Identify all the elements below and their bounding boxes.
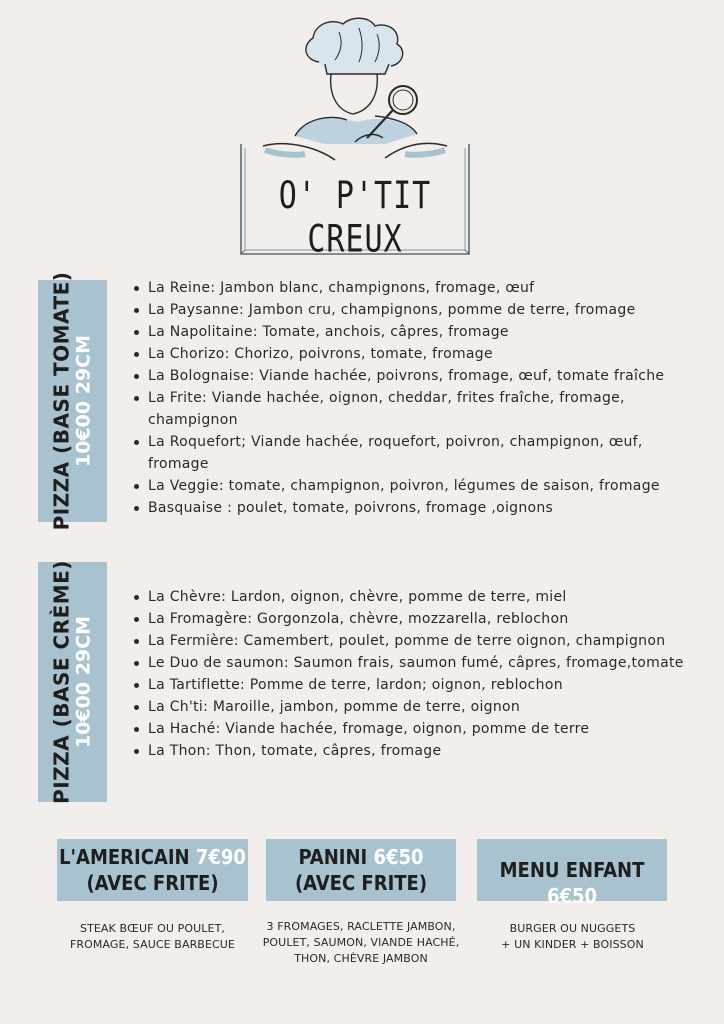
menu-item: La Paysanne: Jambon cru, champignons, pomme de terre, fromage	[128, 299, 688, 321]
special-panini	[266, 839, 456, 901]
description-line: THON, CHÈVRE JAMBON	[294, 952, 428, 965]
menu-item: La Ch'ti: Maroille, jambon, pomme de terre, oignon	[128, 696, 688, 718]
special-name: L'AMERICAIN	[59, 845, 190, 869]
special-subtitle: (AVEC FRITE)	[86, 871, 219, 895]
section-title: PIZZA (BASE TOMATE)	[49, 271, 74, 531]
menu-item: La Reine: Jambon blanc, champignons, fromage, œuf	[128, 277, 688, 299]
menu-item: Le Duo de saumon: Saumon frais, saumon fumé, câpres, fromage,tomate	[128, 652, 688, 674]
section-title: PIZZA (BASE CRÈME)	[49, 560, 74, 804]
description-line: 3 FROMAGES, RACLETTE JAMBON,	[266, 920, 456, 933]
special-price: 6€50	[546, 884, 598, 908]
menu-item: Basquaise : poulet, tomate, poivrons, fromage ,oignons	[128, 497, 688, 519]
section-label-tomate	[38, 271, 107, 531]
description-line: FROMAGE, SAUCE BARBECUE	[69, 938, 235, 951]
special-description-panini	[250, 919, 472, 967]
special-description-menu-enfant	[470, 921, 675, 953]
menu-item: La Roquefort; Viande hachée, roquefort, poivron, champignon, œuf, fromage	[128, 431, 688, 475]
menu-item: La Chèvre: Lardon, oignon, chèvre, pomme de terre, miel	[128, 586, 688, 608]
description-line: POULET, SAUMON, VIANDE HACHÉ,	[262, 936, 460, 949]
menu-item: La Tartiflette: Pomme de terre, lardon; oignon, reblochon	[128, 674, 688, 696]
section-price: 10€00 29CM	[72, 615, 95, 749]
menu-item: La Haché: Viande hachée, fromage, oignon, pomme de terre	[128, 718, 688, 740]
special-price: 6€50	[373, 845, 424, 869]
special-menu-enfant	[477, 839, 667, 908]
brand-logo	[235, 14, 475, 264]
special-subtitle: (AVEC FRITE)	[294, 871, 428, 895]
special-name: MENU ENFANT	[499, 858, 645, 882]
menu-item: La Thon: Thon, tomate, câpres, fromage	[128, 740, 688, 762]
menu-item: La Fromagère: Gorgonzola, chèvre, mozzarella, reblochon	[128, 608, 688, 630]
menu-item: La Bolognaise: Viande hachée, poivrons, fromage, œuf, tomate fraîche	[128, 365, 688, 387]
menu-list-tomate	[128, 277, 688, 519]
section-label-creme	[38, 562, 107, 802]
menu-item: La Veggie: tomate, champignon, poivron, légumes de saison, fromage	[128, 475, 688, 497]
description-line: BURGER OU NUGGETS	[509, 922, 636, 935]
menu-item: La Chorizo: Chorizo, poivrons, tomate, fromage	[128, 343, 688, 365]
description-line: + UN KINDER + BOISSON	[501, 938, 644, 951]
special-americain	[57, 839, 248, 901]
special-description-americain	[50, 921, 255, 953]
menu-list-creme	[128, 586, 688, 762]
section-price: 10€00 29CM	[72, 334, 95, 468]
menu-item: La Napolitaine: Tomate, anchois, câpres, fromage	[128, 321, 688, 343]
brand-name: O' P'TIT CREUX	[278, 174, 432, 262]
special-name: PANINI	[298, 845, 368, 869]
description-line: STEAK BŒUF OU POULET,	[79, 922, 226, 935]
special-price: 7€90	[195, 845, 246, 869]
menu-item: La Frite: Viande hachée, oignon, cheddar, frites fraîche, fromage, champignon	[128, 387, 688, 431]
menu-item: La Fermière: Camembert, poulet, pomme de terre oignon, champignon	[128, 630, 688, 652]
